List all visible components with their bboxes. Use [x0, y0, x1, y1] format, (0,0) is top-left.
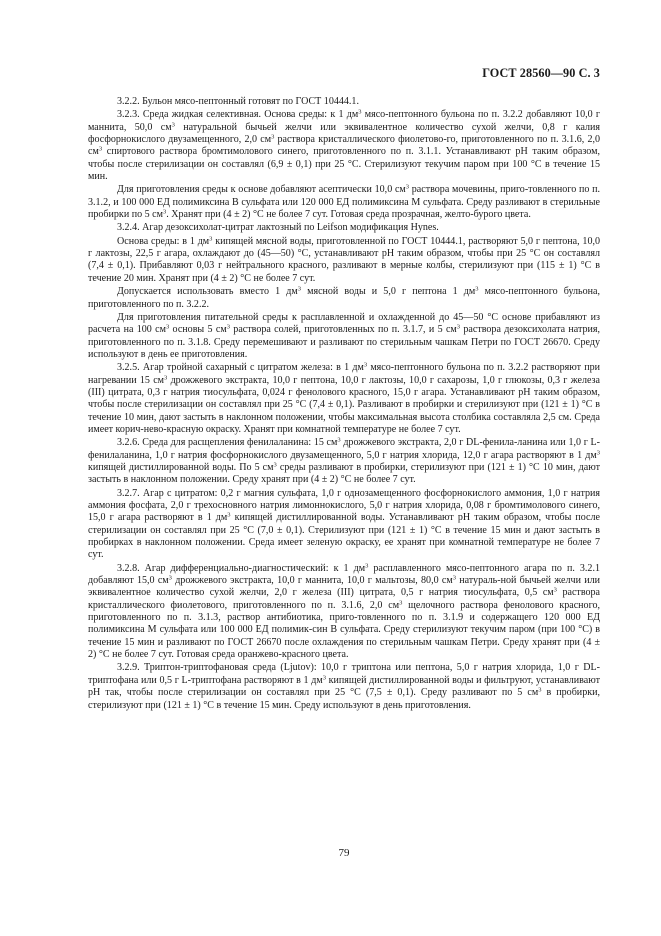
document-body	[88, 96, 600, 713]
page-number: 79	[338, 847, 350, 859]
document-page	[88, 0, 600, 936]
paragraph-3-2-7: 3.2.7. Агар с цитратом: 0,2 г магния сульфата, 1,0 г однозамещенного фосфорнокислого аммония, 1,0 г натрия аммония фосфата, 2,0 г трехосновного натрия лимоннокислого, 5,0 г натрия хлорида, 0,08 г бромтимолового синего, 15,0 г агара растворяют в 1 $дм^3$ кипящей дистиллированной воды. Устанавливают pH таким образом, чтобы после стерилизации он составлял при 25 °С (7,0 ± 0,1). Стерилизуют при (121 ± 1) °С в течение 15 мин и дают застыть в пробирках в наклонном положении. Среда имеет зеленую окраску, ее хранят при комнатной температуре не более 7 сут.	[88, 487, 600, 561]
paragraph-3-2-3-preparation: Для приготовления среды к основе добавляют асептически 10,0 $см^3$ раствора мочевины, приго-товленного по п. 3.1.2, и 100 000 ЕД полимиксина В сульфата или 120 000 ЕД полимиксина М сульфата. Среду разливают в стерильные пробирки по 5 $см^3$. Хранят при (4 ± 2) °С не более 7 сут. Готовая среда прозрачная, желто-бурого цвета.	[88, 183, 600, 221]
paragraph-3-2-4: 3.2.4. Агар дезоксихолат-цитрат лактозный по Leifson модификация Hynes.	[117, 222, 439, 234]
paragraph-3-2-4-base: Основа среды: в 1 $дм^3$ кипящей мясной воды, приготовленной по ГОСТ 10444.1, растворяют 5,0 г пептона, 10,0 г лактозы, 22,5 г агара, охлаждают до (45—50) °С, устанавливают pH таким образом, чтобы при 25 °С он составлял (7,4 ± 0,1). Прибавляют 0,03 г нейтрального красного, разливают в мерные колбы, стерилизуют при (115 ± 1) °С в течение 20 мин. Хранят при (4 ± 2) °С не более 7 сут.	[88, 235, 601, 284]
paragraph-3-2-4-substitute: Допускается использовать вместо 1 $дм^3$ мясной воды и 5,0 г пептона 1 $дм^3$ мясо-пептонного бульона, приготовленного по п. 3.2.2.	[88, 285, 600, 310]
paragraph-3-2-4-preparation: Для приготовления питательной среды к расплавленной и охлажденной до 45—50 °С основе прибавляют из расчета на 100 $см^3$ основы 5 $см^3$ раствора солей, приготовленных по п. 3.1.7, и 5 $см^3$ раствора дезоксихолата натрия, приготовленного по п. 3.1.8. Среду перемешивают и разливают по стерильным чашкам Петри по ГОСТ 26670. Среду используют в день ее приготовления.	[88, 311, 601, 360]
paragraph-3-2-3: 3.2.3. Среда жидкая селективная. Основа среды: к 1 $дм^3$ мясо-пептонного бульона по п. 3.2.2 добавляют 10,0 г маннита, 50,0 $см^3$ натуральной бычьей желчи или эквивалентное количество сухой желчи, 0,8 г калия фосфорнокислого двузамещенного, 2,0 $см^3$ раствора кристаллического фиолетово-го, приготовленного по п. 3.1.6, 2,0 $см^3$ спиртового раствора бромтимолового синего, приготовленного по п. 3.1.1. Устанавливают pH таким образом, чтобы после стерилизации он составлял (6,9 ± 0,1) при 25 °С. Стерилизуют текучим паром при 100 °С в течение 15 мин.	[88, 108, 600, 183]
paragraph-3-2-2: 3.2.2. Бульон мясо-пептонный готовят по ГОСТ 10444.1.	[117, 96, 359, 107]
paragraph-3-2-8: 3.2.8. Агар дифференциально-диагностический: к 1 $дм^3$ расплавленного мясо-пептонного агара по п. 3.2.1 добавляют 15,0 $см^3$ дрожжевого экстракта, 10,0 г маннита, 10,0 г мальтозы, 80,0 $см^3$ натураль-ной бычьей желчи или эквивалентное количество сухой желчи, 2,0 г железа (III) цитрата, 0,5 г натрия тиосульфата, 0,5 $см^3$ раствора кристаллического фиолетового, приготовленного по п. 3.1.6, 2,0 $см^3$ щелочного раствора фенолового красного, приготовленного по п. 3.1.3, раствор антибиотика, приго-товленного по п. 3.1.9 и содержащего 120 000 ЕД полимиксина М сульфата или 100 000 ЕД полимик-син В сульфата. Среду стерилизуют текучим паром (при 100 °С) в течение 15 мин и разливают по ГОСТ 26670 после охлаждения по стерильным чашкам Петри. Среду хранят при (4 ± 2) °С не более 7 сут. Готовая среда оранжево-красного цвета.	[88, 562, 600, 661]
paragraph-3-2-5: 3.2.5. Агар тройной сахарный с цитратом железа: в 1 $дм^3$ мясо-пептонного бульона по п. 3.2.2 растворяют при нагревании 15 $см^3$ дрожжевого экстракта, 10,0 г пептона, 10,0 г лактозы, 10,0 г сахарозы, 1,0 г глюкозы, 0,3 г железа (III) цитрата, 0,3 г натрия тиосульфата, 0,024 г фенолового красного, 15,0 г агара. Устанавливают pH таким образом, чтобы после стерилизации он составлял при 25 °С (7,4 ± 0,1). Разливают в пробирки и стерилизуют при (121 ± 1) °С в течение 10 мин, дают застыть в наклонном положении, чтобы максимальная высота столбика составляла 2,5 см. Среда имеет корич-нево-красную окраску. Хранят при комнатной температуре не более 7 сут.	[88, 361, 601, 435]
paragraph-3-2-6: 3.2.6. Среда для расщепления фенилаланина: 15 $см^3$ дрожжевого экстракта, 2,0 г DL-фенила-ланина или 1,0 г L-фенилаланина, 1,0 г натрия фосфорнокислого двузамещенного, 5,0 г натрия хлорида, 12,0 г агара растворяют в 1 $дм^3$ кипящей дистиллированной воды. По 5 $см^3$ среды разливают в пробирки, стерилизуют при (121 ± 1) °С 10 мин, дают застыть в наклонном положении. Среду хранят при (4 ± 2) °С не более 7 сут.	[88, 436, 600, 486]
paragraph-3-2-9: 3.2.9. Триптон-триптофановая среда (Ljutov): 10,0 г триптона или пептона, 5,0 г натрия хлорида, 1,0 г DL-триптофана или 0,5 г L-триптофана растворяют в 1 $дм^3$ кипящей дистиллированной воды и фильтруют, устанавливают pH так, чтобы после стерилизации он составлял при 25 °С (7,5 ± 0,1). Среду разливают по 5 $см^3$ в пробирки, стерилизуют при (121 ± 1) °С в течение 15 мин. Среду используют в день приготовления.	[88, 662, 600, 711]
page-header: ГОСТ 28560—90 С. 3	[482, 66, 600, 80]
